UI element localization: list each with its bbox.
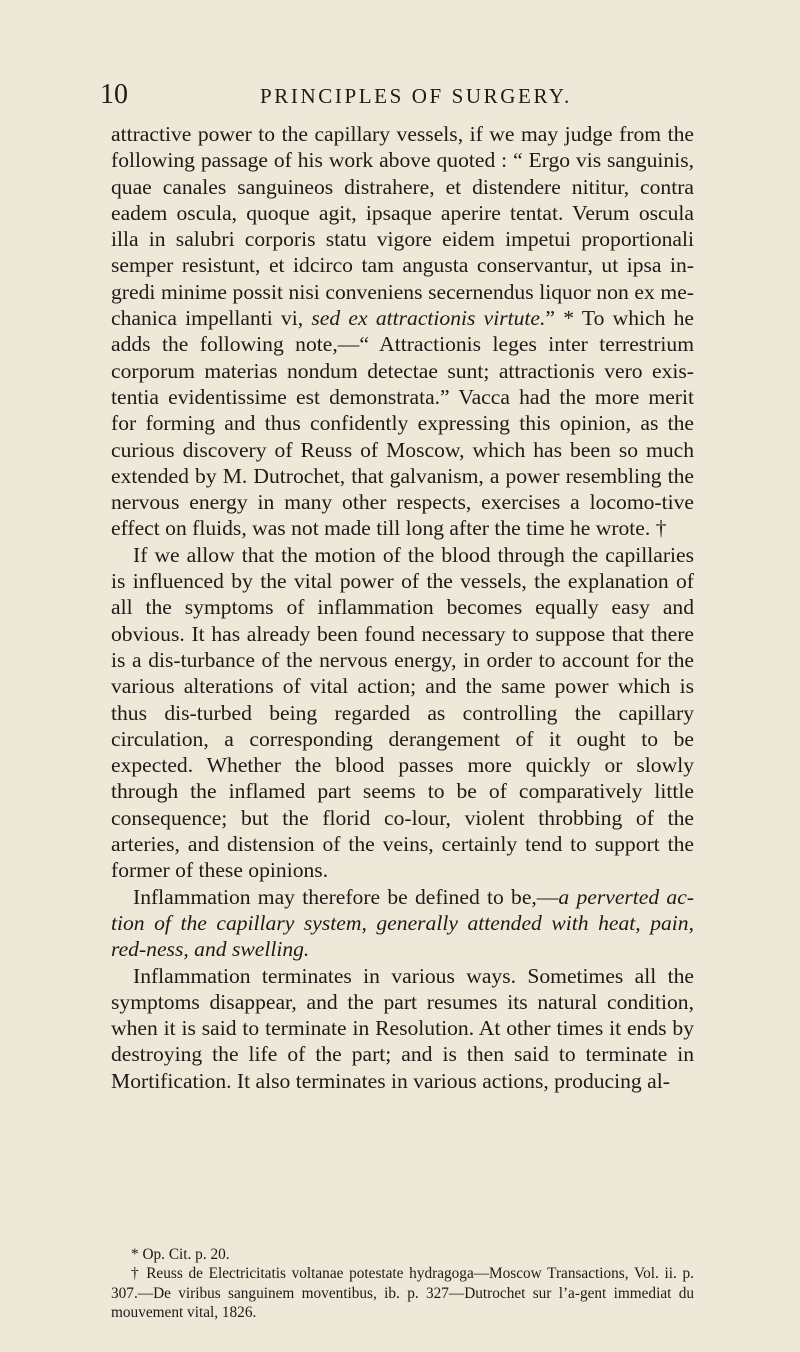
footnote-1: * Op. Cit. p. 20. — [131, 1246, 230, 1263]
footnotes — [111, 1245, 694, 1323]
paragraph-3-text: Inflammation may therefore be defined to be,— — [133, 884, 559, 909]
body-text — [111, 121, 694, 1094]
footnote-2: † Reuss de Electricitatis voltanae potestate hydragoga—Moscow Transactions, Vol. ii. p. 307.—De viribus sanguinem moventibus, ib. p. 327—Dutrochet sur l’a-gent immediat du mouvement vital, 1826. — [111, 1265, 694, 1322]
inflammation-definition: a perverted ac-tion of the capillary system, generally attended with heat, pain, red-ness, and swelling. — [111, 884, 695, 962]
page-number: 10 — [100, 79, 128, 110]
paragraph-2: If we allow that the motion of the blood through the capillaries is influenced by the vital power of the vessels, the explanation of all the symptoms of inflammation becomes equally easy and obvious. It has already been found necessary to suppose that there is a dis-turbance of the nervous energy, in order to account for the various alterations of vital action; and the same power which is thus dis-turbed being regarded as controlling the capillary circulation, a corresponding derangement of it ought to be expected. Whether the blood passes more quickly or slowly through the inflamed part seems to be of comparatively little consequence; but the florid co-lour, violent throbbing of the arteries, and distension of the veins, certainly tend to support the former of these opinions. — [111, 542, 694, 883]
paragraph-1-italic: sed ex attractionis virtute. — [311, 306, 546, 331]
paragraph-1-text-a: attractive power to the capillary vessels, if we may judge from the following passage of his work above quoted : “ Ergo vis sanguinis, quae canales sanguineos distrahere, et distendere nititur, contra eadem oscula, quoque agit, ipsaque aperire tentat. Verum oscula illa in salubri corporis statu vigore eidem impetui proportionali semper resistunt, et idcirco tam angusta conservantur, ut ipsa in-gredi minime possit nisi conveniens secernendus liquor non ex me-chanica impellanti vi, — [111, 122, 694, 331]
paragraph-3 — [111, 884, 694, 963]
paragraph-1-text-b: ” * To which he adds the following note,—“ Attractionis leges inter terrestrium corporum materias nondum detectae sunt; attractionis vero exis-tentia evidentissime est demonstrata.” Vacca had the more merit for forming and thus confidently expressing this opinion, as the curious discovery of Reuss of Moscow, which has been so much extended by M. Dutrochet, that galvanism, a power resembling the nervous energy in many other respects, exercises a locomo-tive effect on fluids, was not made till long after the time he wrote. † — [111, 306, 694, 541]
paragraph-1 — [111, 121, 694, 542]
page-header — [100, 80, 690, 110]
running-title: PRINCIPLES OF SURGERY. — [260, 84, 572, 108]
paragraph-4: Inflammation terminates in various ways. Sometimes all the symptoms disappear, and the part resumes its natural condition, when it is said to terminate in Resolution. At other times it ends by destroying the life of the part; and is then said to terminate in Mortification. It also terminates in various actions, producing al- — [111, 963, 694, 1093]
